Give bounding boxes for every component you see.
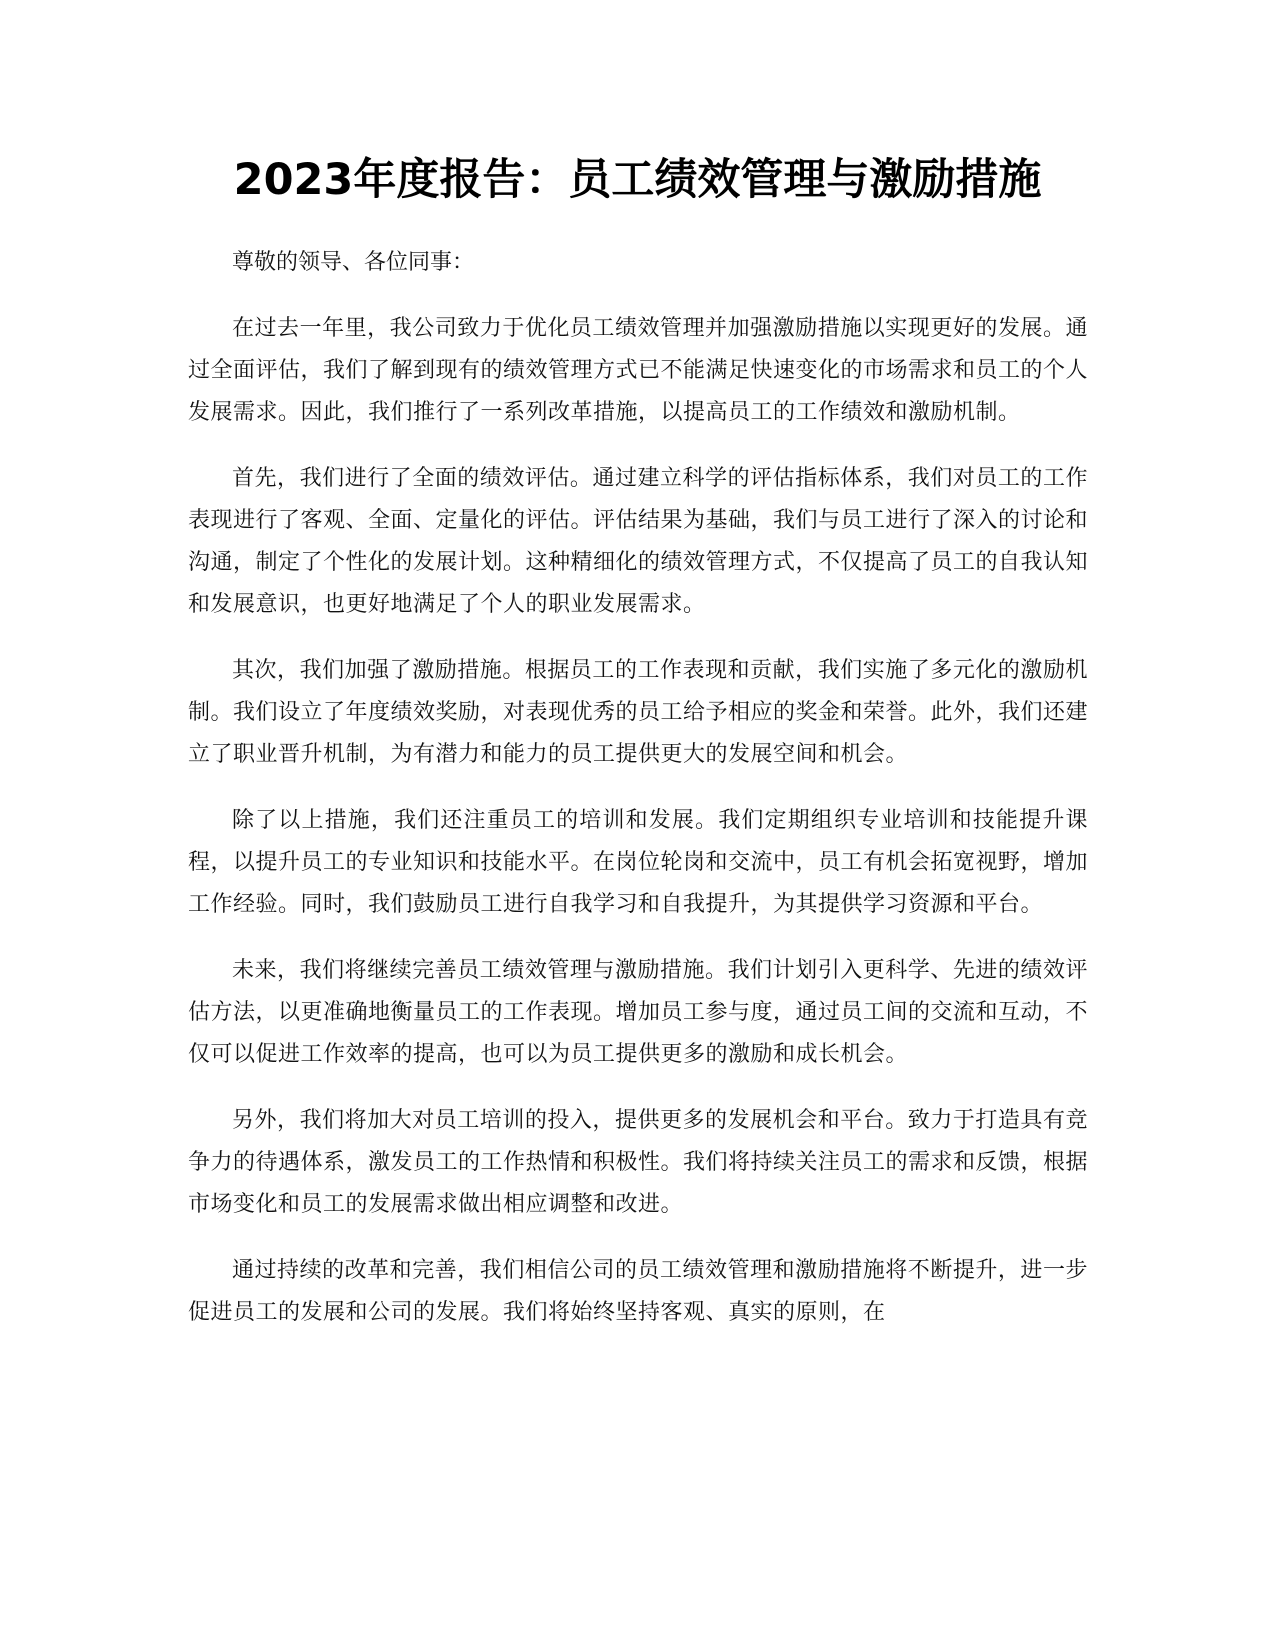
paragraph-gap <box>188 1076 1088 1100</box>
paragraph-1: 在过去一年里，我公司致力于优化员工绩效管理并加强激励措施以实现更好的发展。通过全面评估，我们了解到现有的绩效管理方式已不能满足快速变化的市场需求和员工的个人发展需求。因此，我们推行了一系列改革措施，以提高员工的工作绩效和激励机制。 <box>188 316 1089 425</box>
paragraph-gap <box>188 284 1088 308</box>
salutation: 尊敬的领导、各位同事： <box>232 250 475 275</box>
paragraph-5: 未来，我们将继续完善员工绩效管理与激励措施。我们计划引入更科学、先进的绩效评估方法，以更准确地衡量员工的工作表现。增加员工参与度，通过员工间的交流和互动，不仅可以促进工作效率的提高，也可以为员工提供更多的激励和成长机会。 <box>188 958 1089 1067</box>
paragraph-6: 另外，我们将加大对员工培训的投入，提供更多的发展机会和平台。致力于打造具有竞争力的待遇体系，激发员工的工作热情和积极性。我们将持续关注员工的需求和反馈，根据市场变化和员工的发展需求做出相应调整和改进。 <box>188 1108 1089 1217</box>
page-title: 2023年度报告：员工绩效管理与激励措施 <box>233 155 1042 205</box>
paragraph-4: 除了以上措施，我们还注重员工的培训和发展。我们定期组织专业培训和技能提升课程，以提升员工的专业知识和技能水平。在岗位轮岗和交流中，员工有机会拓宽视野，增加工作经验。同时，我们鼓励员工进行自我学习和自我提升，为其提供学习资源和平台。 <box>188 808 1089 917</box>
paragraph-gap <box>188 776 1088 800</box>
paragraph-gap <box>188 1226 1088 1250</box>
paragraph-2: 首先，我们进行了全面的绩效评估。通过建立科学的评估指标体系，我们对员工的工作表现进行了客观、全面、定量化的评估。评估结果为基础，我们与员工进行了深入的讨论和沟通，制定了个性化的发展计划。这种精细化的绩效管理方式，不仅提高了员工的自我认知和发展意识，也更好地满足了个人的职业发展需求。 <box>188 466 1089 617</box>
paragraph-gap <box>188 434 1088 458</box>
document-body <box>188 242 1088 1334</box>
paragraph-gap <box>188 626 1088 650</box>
paragraph-7: 通过持续的改革和完善，我们相信公司的员工绩效管理和激励措施将不断提升，进一步促进员工的发展和公司的发展。我们将始终坚持客观、真实的原则，在 <box>188 1258 1088 1325</box>
paragraph-3: 其次，我们加强了激励措施。根据员工的工作表现和贡献，我们实施了多元化的激励机制。我们设立了年度绩效奖励，对表现优秀的员工给予相应的奖金和荣誉。此外，我们还建立了职业晋升机制，为有潜力和能力的员工提供更大的发展空间和机会。 <box>188 658 1089 767</box>
paragraph-gap <box>188 926 1088 950</box>
